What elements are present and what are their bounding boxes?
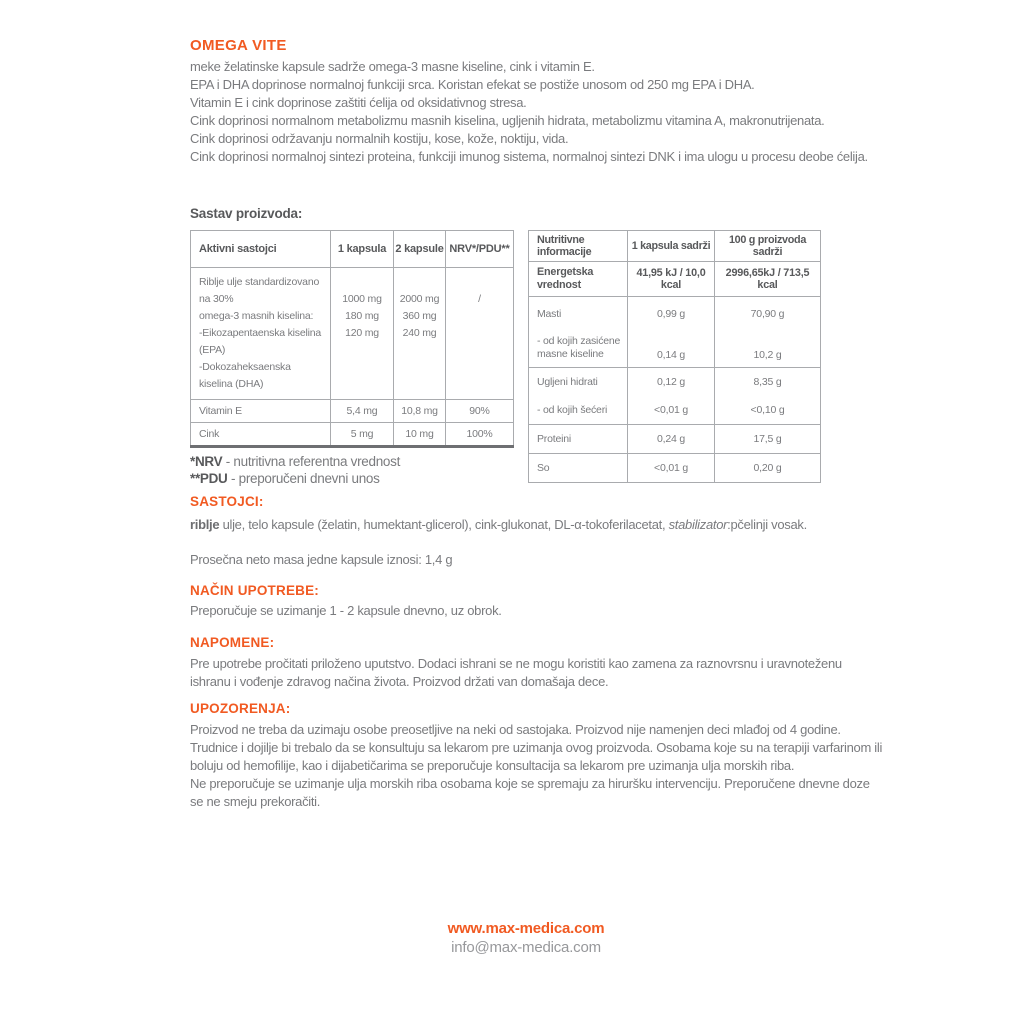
spacer: [446, 274, 513, 291]
per-capsule-cell: 0,99 g: [628, 297, 715, 332]
amount-1-capsule-cell: [331, 268, 394, 400]
usage-text: Preporučuje se uzimanje 1 - 2 kapsule dnevno, uz obrok.: [190, 603, 502, 618]
amount-value: 1000 mg: [342, 293, 382, 305]
warnings-line: se ne smeju prekoračiti.: [190, 794, 321, 809]
ingredients-tail: :pčelinji vosak.: [727, 517, 807, 532]
section-heading-sastojci: SASTOJCI:: [190, 494, 264, 509]
footnote-nrv: [190, 453, 514, 470]
table-row-fish-oil: [191, 268, 514, 400]
nutrient-name-cell: Proteini: [529, 425, 628, 454]
net-mass-text: Prosečna neto masa jedne kapsule iznosi: 1,4 g: [190, 552, 453, 567]
footnote-term: *NRV: [190, 454, 223, 469]
per-100g-cell: 2996,65kJ / 713,5 kcal: [715, 262, 821, 297]
ingredient-name-cell: Cink: [191, 423, 331, 447]
table-row-cink: [191, 423, 514, 447]
per-capsule-cell: 0,12 g: [628, 368, 715, 397]
per-100g-cell: <0,10 g: [715, 396, 821, 425]
ingredient-name-cell: Vitamin E: [191, 400, 331, 423]
notes-paragraph: [190, 655, 896, 691]
ingredients-italic-word: stabilizator: [668, 517, 728, 532]
ingredient-name-cell: [191, 268, 331, 400]
table-footnotes: [190, 453, 514, 487]
spacer: [331, 274, 393, 291]
per-100g-cell: 10,2 g: [715, 331, 821, 368]
per-capsule-cell: <0,01 g: [628, 454, 715, 483]
per-100g-cell: 17,5 g: [715, 425, 821, 454]
footer-website: www.max-medica.com: [447, 920, 605, 937]
footnote-term: **PDU: [190, 471, 228, 486]
per-capsule-cell: 41,95 kJ / 10,0 kcal: [628, 262, 715, 297]
intro-line: Cink doprinosi održavanju normalnih kostiju, kose, kože, noktiju, vida.: [190, 131, 569, 146]
amount-value: 120 mg: [345, 327, 379, 339]
column-header: NRV*/PDU**: [446, 231, 514, 268]
amount-1-capsule-cell: 5 mg: [331, 423, 394, 447]
section-heading-upozorenja: UPOZORENJA:: [190, 701, 291, 716]
amount-value: 240 mg: [402, 327, 437, 339]
ingredient-name-line: -Eikozapentaenska kiselina (EPA): [199, 327, 322, 356]
active-ingredients-table: [190, 230, 514, 448]
intro-line: Cink doprinosi normalnoj sintezi proteina, funkciji imunog sistema, normalnoj sintezi DNK i ima ulogu u procesu deobe ćelija.: [190, 149, 868, 164]
intro-line: Vitamin E i cink doprinose zaštiti ćelija od oksidativnog stresa.: [190, 95, 527, 110]
column-header: 1 kapsula sadrži: [628, 231, 715, 262]
nrv-cell: 90%: [446, 400, 514, 423]
spacer: [394, 274, 445, 291]
table-row-ugljeni-hidrati: [529, 368, 821, 397]
section-heading-upotreba: NAČIN UPOTREBE:: [190, 583, 320, 598]
nrv-cell: [446, 268, 514, 400]
table-header-row: [191, 231, 514, 268]
ingredient-name-line: Riblje ulje standardizovano na 30%: [199, 276, 320, 305]
table-row-masti: [529, 297, 821, 332]
warnings-line: Ne preporučuje se uzimanje ulja morskih riba osobama koje se spremaju za hiruršku intervenciju. Preporučene dnevne doze: [190, 776, 870, 791]
amount-1-capsule-cell: 5,4 mg: [331, 400, 394, 423]
nutrient-name-cell: - od kojih šećeri: [537, 403, 608, 416]
table-row-proteini: [529, 425, 821, 454]
intro-line: Cink doprinosi normalnom metabolizmu masnih kiselina, ugljenih hidrata, metabolizmu vitamina A, makronutrijenata.: [190, 113, 825, 128]
label-content: [190, 0, 896, 811]
footnote-text: - preporučeni dnevni unos: [227, 471, 380, 486]
intro-paragraph: [190, 58, 896, 166]
nrv-value: /: [478, 293, 481, 305]
section-heading-napomene: NAPOMENE:: [190, 635, 275, 650]
nutrient-name-cell: So: [529, 454, 628, 483]
footer: [186, 919, 866, 958]
composition-tables: [190, 230, 896, 487]
warnings-line: boluju od hemofilije, kao i dijabetičarima se preporučuje konsultacija sa lekarom pre uzimanja ulja morskih riba.: [190, 758, 795, 773]
per-100g-cell: 8,35 g: [715, 368, 821, 397]
warnings-paragraph: [190, 721, 896, 811]
amount-2-capsules-cell: 10 mg: [394, 423, 446, 447]
intro-line: meke želatinske kapsule sadrže omega-3 masne kiseline, cink i vitamin E.: [190, 59, 595, 74]
table-row-energy: [529, 262, 821, 297]
table-row-vitamin-e: [191, 400, 514, 423]
ingredients-text: [190, 516, 896, 534]
nutrient-name-cell: Ugljeni hidrati: [529, 368, 628, 397]
amount-2-capsules-cell: [394, 268, 446, 400]
footnote-pdu: [190, 470, 514, 487]
warnings-line: Trudnice i dojilje bi trebalo da se konsultuju sa lekarom pre uzimanja ovog proizvoda. Osobama koje su na terapiji varfarinom ili: [190, 740, 883, 755]
intro-line: EPA i DHA doprinose normalnoj funkciji srca. Koristan efekat se postiže unosom od 250 mg EPA i DHA.: [190, 77, 755, 92]
amount-value: 360 mg: [402, 310, 437, 322]
per-capsule-cell: 0,14 g: [628, 331, 715, 368]
nrv-cell: 100%: [446, 423, 514, 447]
notes-line: ishranu i vođenje zdravog načina života. Proizvod držati van domašaja dece.: [190, 674, 609, 689]
table-row-seceri: [529, 396, 821, 425]
per-capsule-cell: 0,24 g: [628, 425, 715, 454]
ingredient-name-line: omega-3 masnih kiselina:: [199, 310, 314, 322]
column-header: Nutritivne informacije: [537, 234, 592, 258]
ingredients-mid: ulje, telo kapsule (želatin, humektant-glicerol), cink-glukonat, DL-α-tokoferilacetat,: [219, 517, 669, 532]
amount-value: 180 mg: [345, 310, 379, 322]
nutrient-name-cell: - od kojih zasićene masne kiseline: [537, 335, 621, 360]
notes-line: Pre upotrebe pročitati priloženo uputstvo. Dodaci ishrani se ne mogu koristiti kao zamena za raznovrsnu i uravnoteženu: [190, 656, 842, 671]
column-header: 100 g proizvoda sadrži: [715, 231, 821, 262]
ingredients-bold-lead: riblje: [190, 517, 220, 532]
nutrient-name-cell: Energetska vrednost: [529, 262, 628, 297]
footer-email: info@max-medica.com: [451, 939, 601, 956]
ingredient-name-line: -Dokozaheksaenska kiselina (DHA): [199, 361, 291, 390]
warnings-line: Proizvod ne treba da uzimaju osobe preosetljive na neki od sastojaka. Proizvod nije namenjen deci mlađoj od 4 godine.: [190, 722, 841, 737]
table-header-row: [529, 231, 821, 262]
table-row-so: [529, 454, 821, 483]
product-title: OMEGA VITE: [190, 37, 287, 54]
per-100g-cell: 0,20 g: [715, 454, 821, 483]
active-ingredients-column: [190, 230, 514, 487]
nutrition-table: [528, 230, 821, 483]
amount-2-capsules-cell: 10,8 mg: [394, 400, 446, 423]
nutrient-name-cell: Masti: [529, 297, 628, 332]
per-100g-cell: 70,90 g: [715, 297, 821, 332]
column-header: 2 kapsule: [394, 231, 446, 268]
per-capsule-cell: <0,01 g: [628, 396, 715, 425]
column-header: 1 kapsula: [331, 231, 394, 268]
column-header: Aktivni sastojci: [199, 243, 277, 255]
amount-value: 2000 mg: [399, 293, 440, 305]
composition-heading: Sastav proizvoda:: [190, 206, 303, 221]
footnote-text: - nutritivna referentna vrednost: [222, 454, 401, 469]
table-row-zasicene-masne: [529, 331, 821, 368]
